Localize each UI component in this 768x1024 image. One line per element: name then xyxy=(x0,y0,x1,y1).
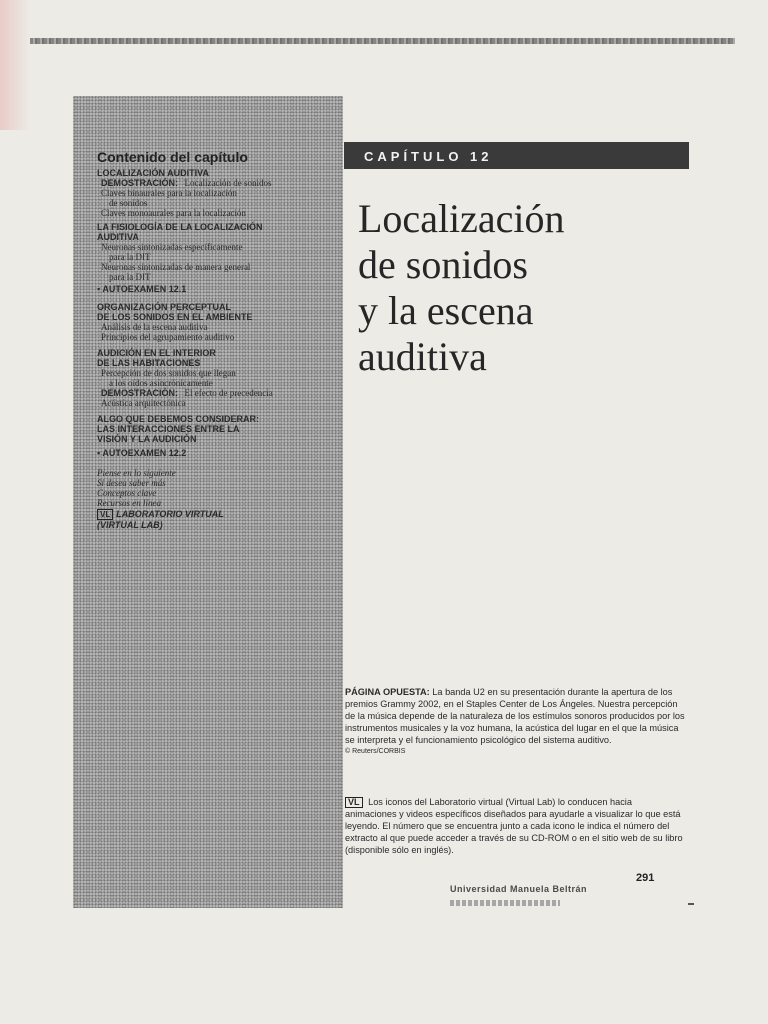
photo-caption xyxy=(345,686,685,758)
toc-section-4-line2: DE LAS HABITACIONES xyxy=(97,358,201,368)
toc-selftest-1 xyxy=(97,284,325,294)
chapter-bar xyxy=(344,142,689,169)
toc-demo-1-label: DEMOSTRACIÓN: xyxy=(101,178,178,188)
virtual-lab-icon: VL xyxy=(345,797,363,808)
toc-item: Principios del agrupamiento auditivo xyxy=(101,332,235,342)
library-stamp: Universidad Manuela Beltrán xyxy=(450,884,588,894)
toc-section-5-line3: VISIÓN Y LA AUDICIÓN xyxy=(97,434,197,444)
toc-extra-item: Recursos en línea xyxy=(97,498,161,508)
toc-title: Contenido del capítulo xyxy=(97,149,248,165)
toc-item: para la DIT xyxy=(109,252,151,262)
toc-extra-item: Conceptos clave xyxy=(97,488,157,498)
virtual-lab-note xyxy=(345,796,685,856)
scan-mark xyxy=(688,903,694,905)
toc-demo-1-text: Localización de sonidos xyxy=(184,178,272,188)
toc-section-3 xyxy=(97,302,325,322)
toc-selftest-2-label: AUTOEXAMEN 12.2 xyxy=(102,448,187,458)
toc-item: a los oídos asincrónicamente xyxy=(109,378,213,388)
chapter-title-line: de sonidos xyxy=(358,242,528,287)
toc-demo-2 xyxy=(97,388,325,398)
toc-item: para la DIT xyxy=(109,272,151,282)
toc-item: Neuronas sintonizadas de manera general xyxy=(101,262,251,272)
toc-selftest-2 xyxy=(97,448,325,458)
caption-text: La banda U2 en su presentación durante la apertura de los premios Grammy 2002, en el Staples Center de Los Ángeles. Nuestra percepción de la música depende de la naturaleza de los estímulos sonoros producidos por los instrumentos musicales y la voz humana, la acústica del lugar en el que la música se interpreta y el funcionamiento psicológico del sistema auditivo. xyxy=(345,687,685,745)
virtual-lab-note-text: Los iconos del Laboratorio virtual (Virtual Lab) lo conducen hacia animaciones y videos específicos diseñados para ayudarle a visualizar lo que está leyendo. El número que se encuentra junto a cada icono le indica el número del extracto al que puede acceder a través de su CD-ROM o en el sitio web de su libro (disponible sólo en inglés). xyxy=(345,797,683,855)
table-of-contents xyxy=(97,149,325,530)
toc-section-2-line1: LA FISIOLOGÍA DE LA LOCALIZACIÓN xyxy=(97,222,263,232)
toc-section-3-line2: DE LOS SONIDOS EN EL AMBIENTE xyxy=(97,312,253,322)
toc-item: de sonidos xyxy=(109,198,148,208)
chapter-title-line: y la escena xyxy=(358,288,534,333)
toc-item: Claves monoaurales para la localización xyxy=(101,208,246,218)
selftest-square-icon: ▪ xyxy=(97,284,101,294)
stamp-residue xyxy=(450,900,560,906)
toc-item: Claves binaurales para la localización xyxy=(101,188,237,198)
toc-section-2-line2: AUDITIVA xyxy=(97,232,139,242)
toc-extras xyxy=(97,468,325,508)
toc-item: Análisis de la escena auditiva xyxy=(101,322,208,332)
toc-demo-2-label: DEMOSTRACIÓN: xyxy=(101,388,178,398)
caption-lead: PÁGINA OPUESTA: xyxy=(345,687,430,697)
toc-section-5-line1: ALGO QUE DEBEMOS CONSIDERAR: xyxy=(97,414,260,424)
chapter-title xyxy=(358,196,688,380)
toc-section-5 xyxy=(97,414,325,444)
chapter-title-line: auditiva xyxy=(358,334,487,379)
toc-section-5-line2: LAS INTERACCIONES ENTRE LA xyxy=(97,424,240,434)
toc-demo-2-text: El efecto de precedencia xyxy=(184,388,273,398)
toc-virtual-lab xyxy=(97,509,325,530)
toc-virtual-lab-line2: (VIRTUAL LAB) xyxy=(97,520,163,530)
toc-demo-1 xyxy=(97,178,325,188)
toc-item: Neuronas sintonizadas específicamente xyxy=(101,242,243,252)
virtual-lab-icon: VL xyxy=(97,509,113,520)
toc-section-4-line1: AUDICIÓN EN EL INTERIOR xyxy=(97,348,216,358)
chapter-label: CAPÍTULO 12 xyxy=(364,149,493,164)
selftest-square-icon: ▪ xyxy=(97,448,101,458)
page-number: 291 xyxy=(636,872,655,884)
toc-section-1: LOCALIZACIÓN AUDITIVA xyxy=(97,168,209,178)
toc-virtual-lab-line1: LABORATORIO VIRTUAL xyxy=(116,509,224,519)
toc-item: Acústica arquitectónica xyxy=(101,398,186,408)
toc-section-4 xyxy=(97,348,325,368)
toc-extra-item: Piense en lo siguiente xyxy=(97,468,176,478)
chapter-title-line: Localización xyxy=(358,196,565,241)
toc-section-2 xyxy=(97,222,325,242)
toc-item: Percepción de dos sonidos que llegan xyxy=(101,368,236,378)
toc-section-3-line1: ORGANIZACIÓN PERCEPTUAL xyxy=(97,302,232,312)
caption-credit: © Reuters/CORBIS xyxy=(345,748,406,755)
scan-shadow xyxy=(0,0,30,130)
toc-extra-item: Si desea saber más xyxy=(97,478,166,488)
toc-selftest-1-label: AUTOEXAMEN 12.1 xyxy=(102,284,187,294)
page-top-edge xyxy=(30,38,735,44)
